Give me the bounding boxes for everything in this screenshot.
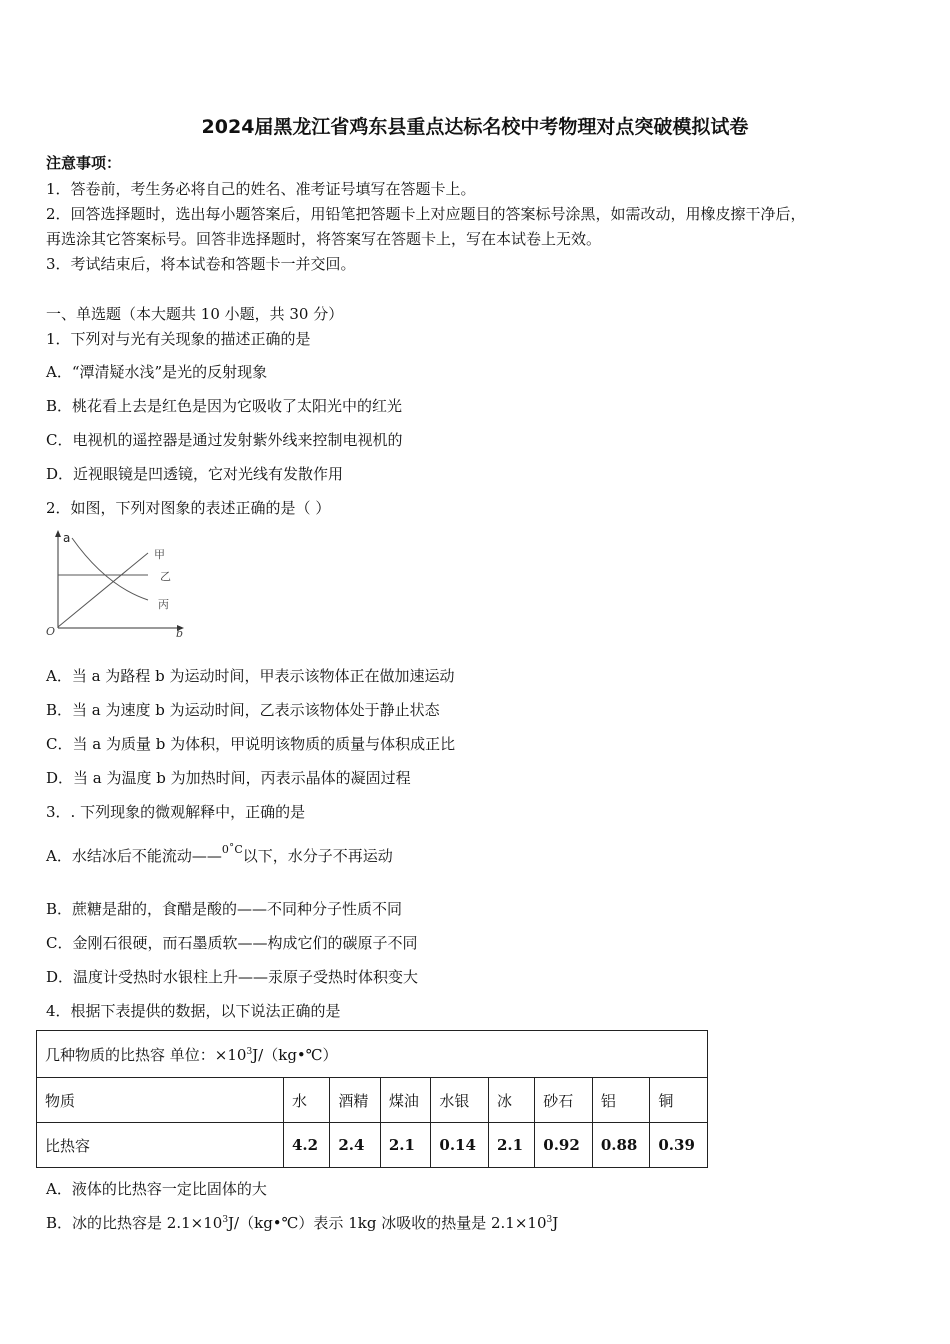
y-axis-label: a bbox=[63, 531, 71, 545]
question-1-option: C．电视机的遥控器是通过发射紫外线来控制电视机的 bbox=[46, 431, 403, 449]
table-row bbox=[37, 1078, 708, 1123]
table-cell: 2.1 bbox=[380, 1123, 431, 1168]
page-title: 2024届黑龙江省鸡东县重点达标名校中考物理对点突破模拟试卷 bbox=[201, 116, 749, 138]
option-a-text-end: 以下，水分子不再运动 bbox=[242, 847, 393, 865]
table-cell: 0.39 bbox=[650, 1123, 708, 1168]
table-cell: 铜 bbox=[650, 1078, 708, 1123]
table-cell: 0.92 bbox=[535, 1123, 593, 1168]
table-cell: 2.1 bbox=[488, 1123, 534, 1168]
table-row-label: 比热容 bbox=[37, 1123, 284, 1168]
question-2-option: C．当 a 为质量 b 为体积，甲说明该物质的质量与体积成正比 bbox=[46, 735, 456, 753]
curve-jia-label: 甲 bbox=[154, 548, 165, 561]
zero-degree-label: 0˚C bbox=[221, 843, 243, 856]
table-cell: 铝 bbox=[592, 1078, 650, 1123]
table-caption-row bbox=[37, 1031, 708, 1078]
table-cell: 酒精 bbox=[330, 1078, 381, 1123]
x-axis-label: b bbox=[176, 627, 184, 640]
curve-jia bbox=[58, 553, 148, 627]
table-cell: 0.88 bbox=[592, 1123, 650, 1168]
table-cell: 水 bbox=[284, 1078, 330, 1123]
question-2-option: A．当 a 为路程 b 为运动时间，甲表示该物体正在做加速运动 bbox=[46, 667, 455, 685]
table-cell: 2.4 bbox=[330, 1123, 381, 1168]
table-caption: 几种物质的比热容 单位：$\times 10^3J/(kg•℃)$ bbox=[37, 1031, 708, 1078]
question-3-option: D．温度计受热时水银柱上升——汞原子受热时体积变大 bbox=[46, 968, 419, 986]
question-2-option: D．当 a 为温度 b 为加热时间，丙表示晶体的凝固过程 bbox=[46, 769, 411, 787]
question-4-option: A．液体的比热容一定比固体的大 bbox=[46, 1180, 267, 1198]
question-3-option: C．金刚石很硬，而石墨质软——构成它们的碳原子不同 bbox=[46, 934, 418, 952]
question-1-stem: 1．下列对与光有关现象的描述正确的是 bbox=[46, 330, 311, 348]
y-axis-arrow bbox=[55, 530, 61, 537]
specific-heat-table bbox=[36, 1030, 708, 1168]
question-1-option: B．桃花看上去是红色是因为它吸收了太阳光中的红光 bbox=[46, 397, 403, 415]
question-3-option-a bbox=[46, 843, 393, 866]
section-heading: 一、单选题（本大题共 10 小题，共 30 分） bbox=[46, 305, 344, 323]
option-a-text: A．水结冰后不能流动—— bbox=[46, 847, 222, 865]
question-2-option: B．当 a 为速度 b 为运动时间，乙表示该物体处于静止状态 bbox=[46, 701, 440, 719]
table-cell: 水银 bbox=[431, 1078, 489, 1123]
question-1-option: A．“潭清疑水浅”是光的反射现象 bbox=[46, 363, 268, 381]
question-4-stem: 4．根据下表提供的数据，以下说法正确的是 bbox=[46, 1002, 341, 1020]
curve-bing bbox=[72, 538, 148, 600]
question-3-option: B．蔗糖是甜的，食醋是酸的——不同种分子性质不同 bbox=[46, 900, 403, 918]
q2-graph bbox=[44, 528, 194, 640]
table-header-label: 物质 bbox=[37, 1078, 284, 1123]
notes-item: 2．回答选择题时，选出每小题答案后，用铅笔把答题卡上对应题目的答案标号涂黑，如需改动，用橡皮擦干净后， bbox=[46, 205, 806, 223]
notes-item: 3．考试结束后，将本试卷和答题卡一并交回。 bbox=[46, 255, 356, 273]
question-2-stem: 2．如图，下列对图象的表述正确的是（ ） bbox=[46, 499, 331, 517]
table-row bbox=[37, 1123, 708, 1168]
notes-item: 1．答卷前，考生务必将自己的姓名、准考证号填写在答题卡上。 bbox=[46, 180, 476, 198]
question-1-option: D．近视眼镜是凹透镜，它对光线有发散作用 bbox=[46, 465, 344, 483]
curve-bing-label: 丙 bbox=[158, 598, 169, 611]
table-cell: 4.2 bbox=[284, 1123, 330, 1168]
table-cell: 冰 bbox=[488, 1078, 534, 1123]
question-3-stem: 3．. 下列现象的微观解释中，正确的是 bbox=[46, 803, 306, 821]
notes-heading: 注意事项： bbox=[46, 154, 122, 172]
question-4-option-b: B．冰的比热容是 $2.1\times 10^3J/(kg•℃)$表示 1kg 冰吸收的热量是 $2.1\times 10^3J$ bbox=[46, 1214, 559, 1232]
table-cell: 砂石 bbox=[535, 1078, 593, 1123]
origin-label: O bbox=[46, 625, 56, 638]
table-cell: 煤油 bbox=[380, 1078, 431, 1123]
curve-yi-label: 乙 bbox=[160, 570, 171, 583]
table-cell: 0.14 bbox=[431, 1123, 489, 1168]
notes-item: 再选涂其它答案标号。回答非选择题时，将答案写在答题卡上，写在本试卷上无效。 bbox=[46, 230, 602, 248]
